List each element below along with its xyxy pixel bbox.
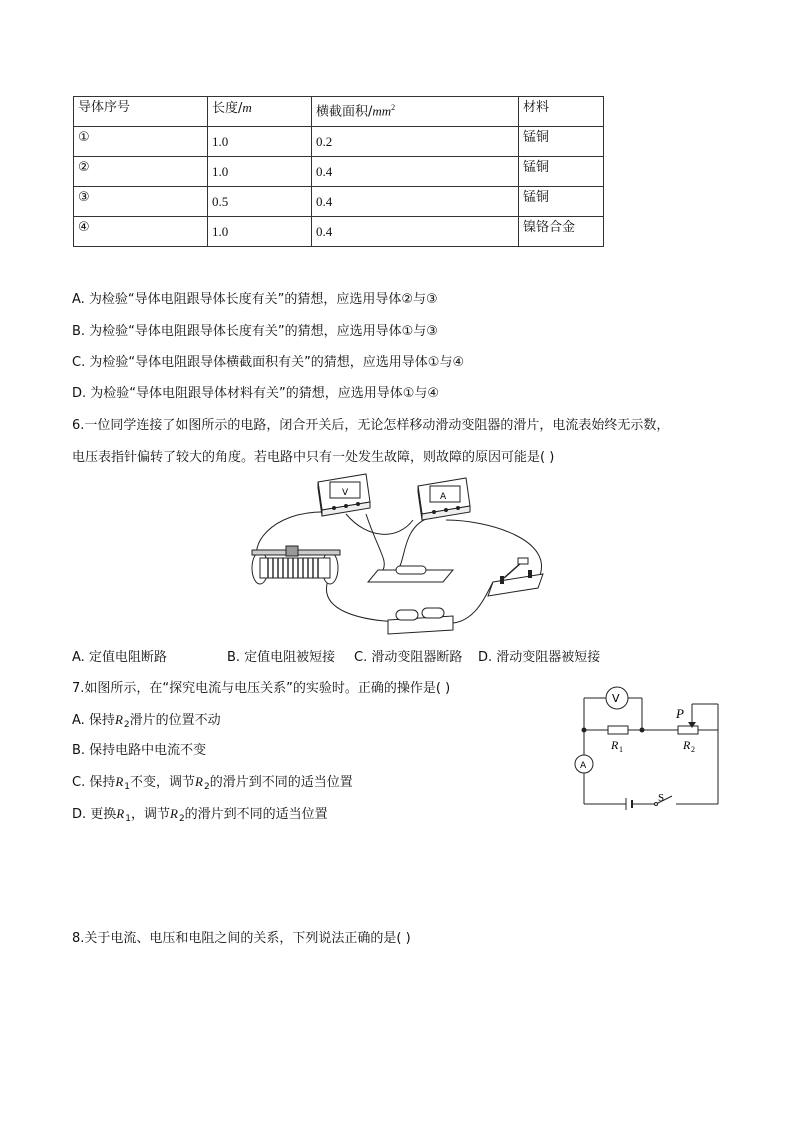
ammeter-label: A xyxy=(440,492,447,502)
table-row: ④ 1.0 0.4 镍铬合金 xyxy=(74,217,604,247)
q6-option-b: B. 定值电阻被短接 xyxy=(227,650,336,665)
header-length: 长度/m xyxy=(208,97,312,127)
ammeter-icon xyxy=(418,478,470,520)
q5-option-d: D. 为检验“导体电阻跟导体材料有关”的猜想，应选用导体①与④ xyxy=(72,386,440,401)
q7-option-c: C. 保持$R_1$不变，调节$R_2$的滑片到不同的适当位置 xyxy=(72,774,353,792)
svg-text:2: 2 xyxy=(691,745,695,754)
switch-icon xyxy=(488,558,543,596)
q6-stem-line2: 电压表指针偏转了较大的角度。若电路中只有一处发生故障，则故障的原因可能是( ) xyxy=(72,450,555,465)
table-row: ② 1.0 0.4 锰铜 xyxy=(74,157,604,187)
circuit-p-label: P xyxy=(676,706,684,721)
svg-text:1: 1 xyxy=(619,745,623,754)
q7-circuit-diagram xyxy=(568,680,728,810)
table-header-row xyxy=(74,97,604,127)
table-row: ① 1.0 0.2 锰铜 xyxy=(74,127,604,157)
q7-option-b: B. 保持电路中电流不变 xyxy=(72,743,207,758)
q5-option-b: B. 为检验“导体电阻跟导体长度有关”的猜想，应选用导体①与③ xyxy=(72,324,438,339)
circuit-v-label: V xyxy=(612,692,620,705)
circuit-r2-label: R xyxy=(683,738,691,752)
table-row: ③ 0.5 0.4 锰铜 xyxy=(74,187,604,217)
circuit-a-label: A xyxy=(580,761,587,771)
rheostat-icon xyxy=(252,546,340,584)
q6-option-c: C. 滑动变阻器断路 xyxy=(354,650,463,665)
q6-option-a: A. 定值电阻断路 xyxy=(72,650,167,665)
q7-option-a: A. 保持$R_2$滑片的位置不动 xyxy=(72,712,221,730)
header-id: 导体序号 xyxy=(74,97,208,127)
voltmeter-icon xyxy=(318,474,370,516)
q5-option-c: C. 为检验“导体电阻跟导体横截面积有关”的猜想，应选用导体①与④ xyxy=(72,355,465,370)
fixed-resistor-icon xyxy=(368,566,453,582)
voltmeter-label: V xyxy=(342,488,349,498)
circuit-r1-label: R xyxy=(611,738,619,752)
q7-stem: 7.如图所示，在“探究电流与电压关系”的实验时。正确的操作是( ) xyxy=(72,681,451,696)
q6-circuit-figure xyxy=(238,470,568,638)
q5-option-a: A. 为检验“导体电阻跟导体长度有关”的猜想，应选用导体②与③ xyxy=(72,292,438,307)
q8-stem: 8.关于电流、电压和电阻之间的关系，下列说法正确的是( ) xyxy=(72,931,411,946)
conductor-table xyxy=(73,96,604,247)
q6-stem-line1: 6.一位同学连接了如图所示的电路，闭合开关后，无论怎样移动滑动变阻器的滑片，电流表始终无示数， xyxy=(72,418,670,433)
header-material: 材料 xyxy=(519,97,604,127)
battery-icon xyxy=(388,608,453,634)
slider-arrow-icon xyxy=(688,722,696,728)
q7-option-d: D. 更换$R_1$，调节$R_2$的滑片到不同的适当位置 xyxy=(72,806,328,824)
circuit-s-label: S xyxy=(658,792,665,804)
header-area: 横截面积$/mm^2$ xyxy=(312,97,519,127)
q6-option-d: D. 滑动变阻器被短接 xyxy=(478,650,601,665)
